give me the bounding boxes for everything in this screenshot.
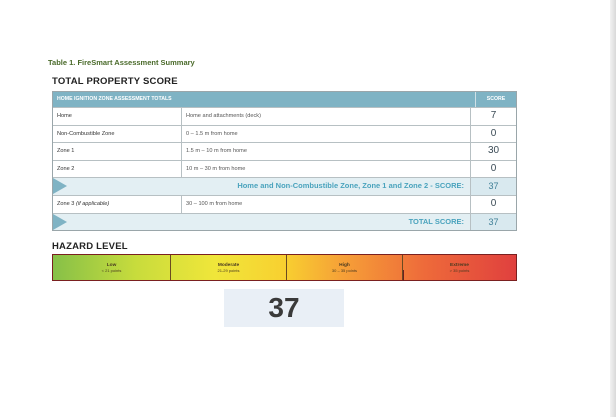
header-label: HOME IGNITION ZONE ASSESSMENT TOTALS [57, 96, 172, 102]
hazard-level-title: HAZARD LEVEL [52, 241, 128, 252]
score-cell: 0 [490, 162, 497, 174]
zone-cell: Zone 1 [53, 143, 182, 160]
zone-cell: Non-Combustible Zone [53, 126, 182, 143]
description-cell: 10 m – 30 m from home [182, 161, 471, 178]
row-arrow-marker [53, 214, 67, 230]
hazard-name: High [339, 263, 350, 268]
zone-cell: Home [53, 108, 182, 125]
subtotal-row [53, 177, 516, 195]
subtotal-label: Home and Non-Combustible Zone, Zone 1 and Zone 2 - SCORE: [53, 178, 471, 195]
zone-cell: Zone 2 [53, 161, 182, 178]
hazard-range: 21-29 points [217, 268, 240, 273]
table-row [53, 142, 516, 160]
hazard-name: Moderate [217, 263, 240, 268]
hazard-segment-moderate [170, 255, 286, 280]
score-cell: 7 [490, 110, 497, 121]
description-cell: Home and attachments (deck) [182, 108, 471, 125]
hazard-range: 30 – 35 points [331, 268, 358, 273]
zone3-name: Zone 3 [57, 200, 75, 207]
score-cell: 30 [487, 145, 500, 157]
score-cell: 0 [490, 197, 497, 209]
header-score: SCORE [475, 92, 516, 107]
score-cell: 0 [490, 127, 497, 139]
table-header-row [53, 92, 516, 107]
zone3-note: (if applicable) [75, 200, 110, 207]
hazard-range: < 21 points [101, 268, 122, 273]
table-row [53, 107, 516, 125]
hazard-segment-high [286, 255, 402, 280]
table-row [53, 160, 516, 178]
table-caption: Table 1. FireSmart Assessment Summary [48, 58, 195, 67]
hazard-name: Extreme [450, 263, 469, 268]
zone-cell [53, 196, 182, 213]
description-cell: 1.5 m – 10 m from home [182, 143, 471, 160]
hazard-level-bar [52, 254, 517, 281]
table-row [53, 125, 516, 143]
total-label: TOTAL SCORE: [53, 214, 471, 231]
row-arrow-marker [53, 178, 67, 194]
big-score-display: 37 [224, 289, 344, 327]
description-cell: 30 – 100 m from home [182, 196, 471, 213]
subtotal-score: 37 [471, 178, 516, 195]
total-score: 37 [471, 214, 516, 231]
total-property-score-title: TOTAL PROPERTY SCORE [52, 76, 178, 87]
page-edge-shadow [610, 0, 616, 417]
total-row [53, 213, 516, 231]
table-row-zone3 [53, 195, 516, 213]
hazard-segment-extreme [402, 255, 516, 280]
hazard-segment-low [53, 255, 170, 280]
hazard-name: Low [106, 263, 117, 268]
assessment-table [52, 91, 517, 231]
description-cell: 0 – 1.5 m from home [182, 126, 471, 143]
hazard-range: > 35 points [449, 268, 470, 273]
